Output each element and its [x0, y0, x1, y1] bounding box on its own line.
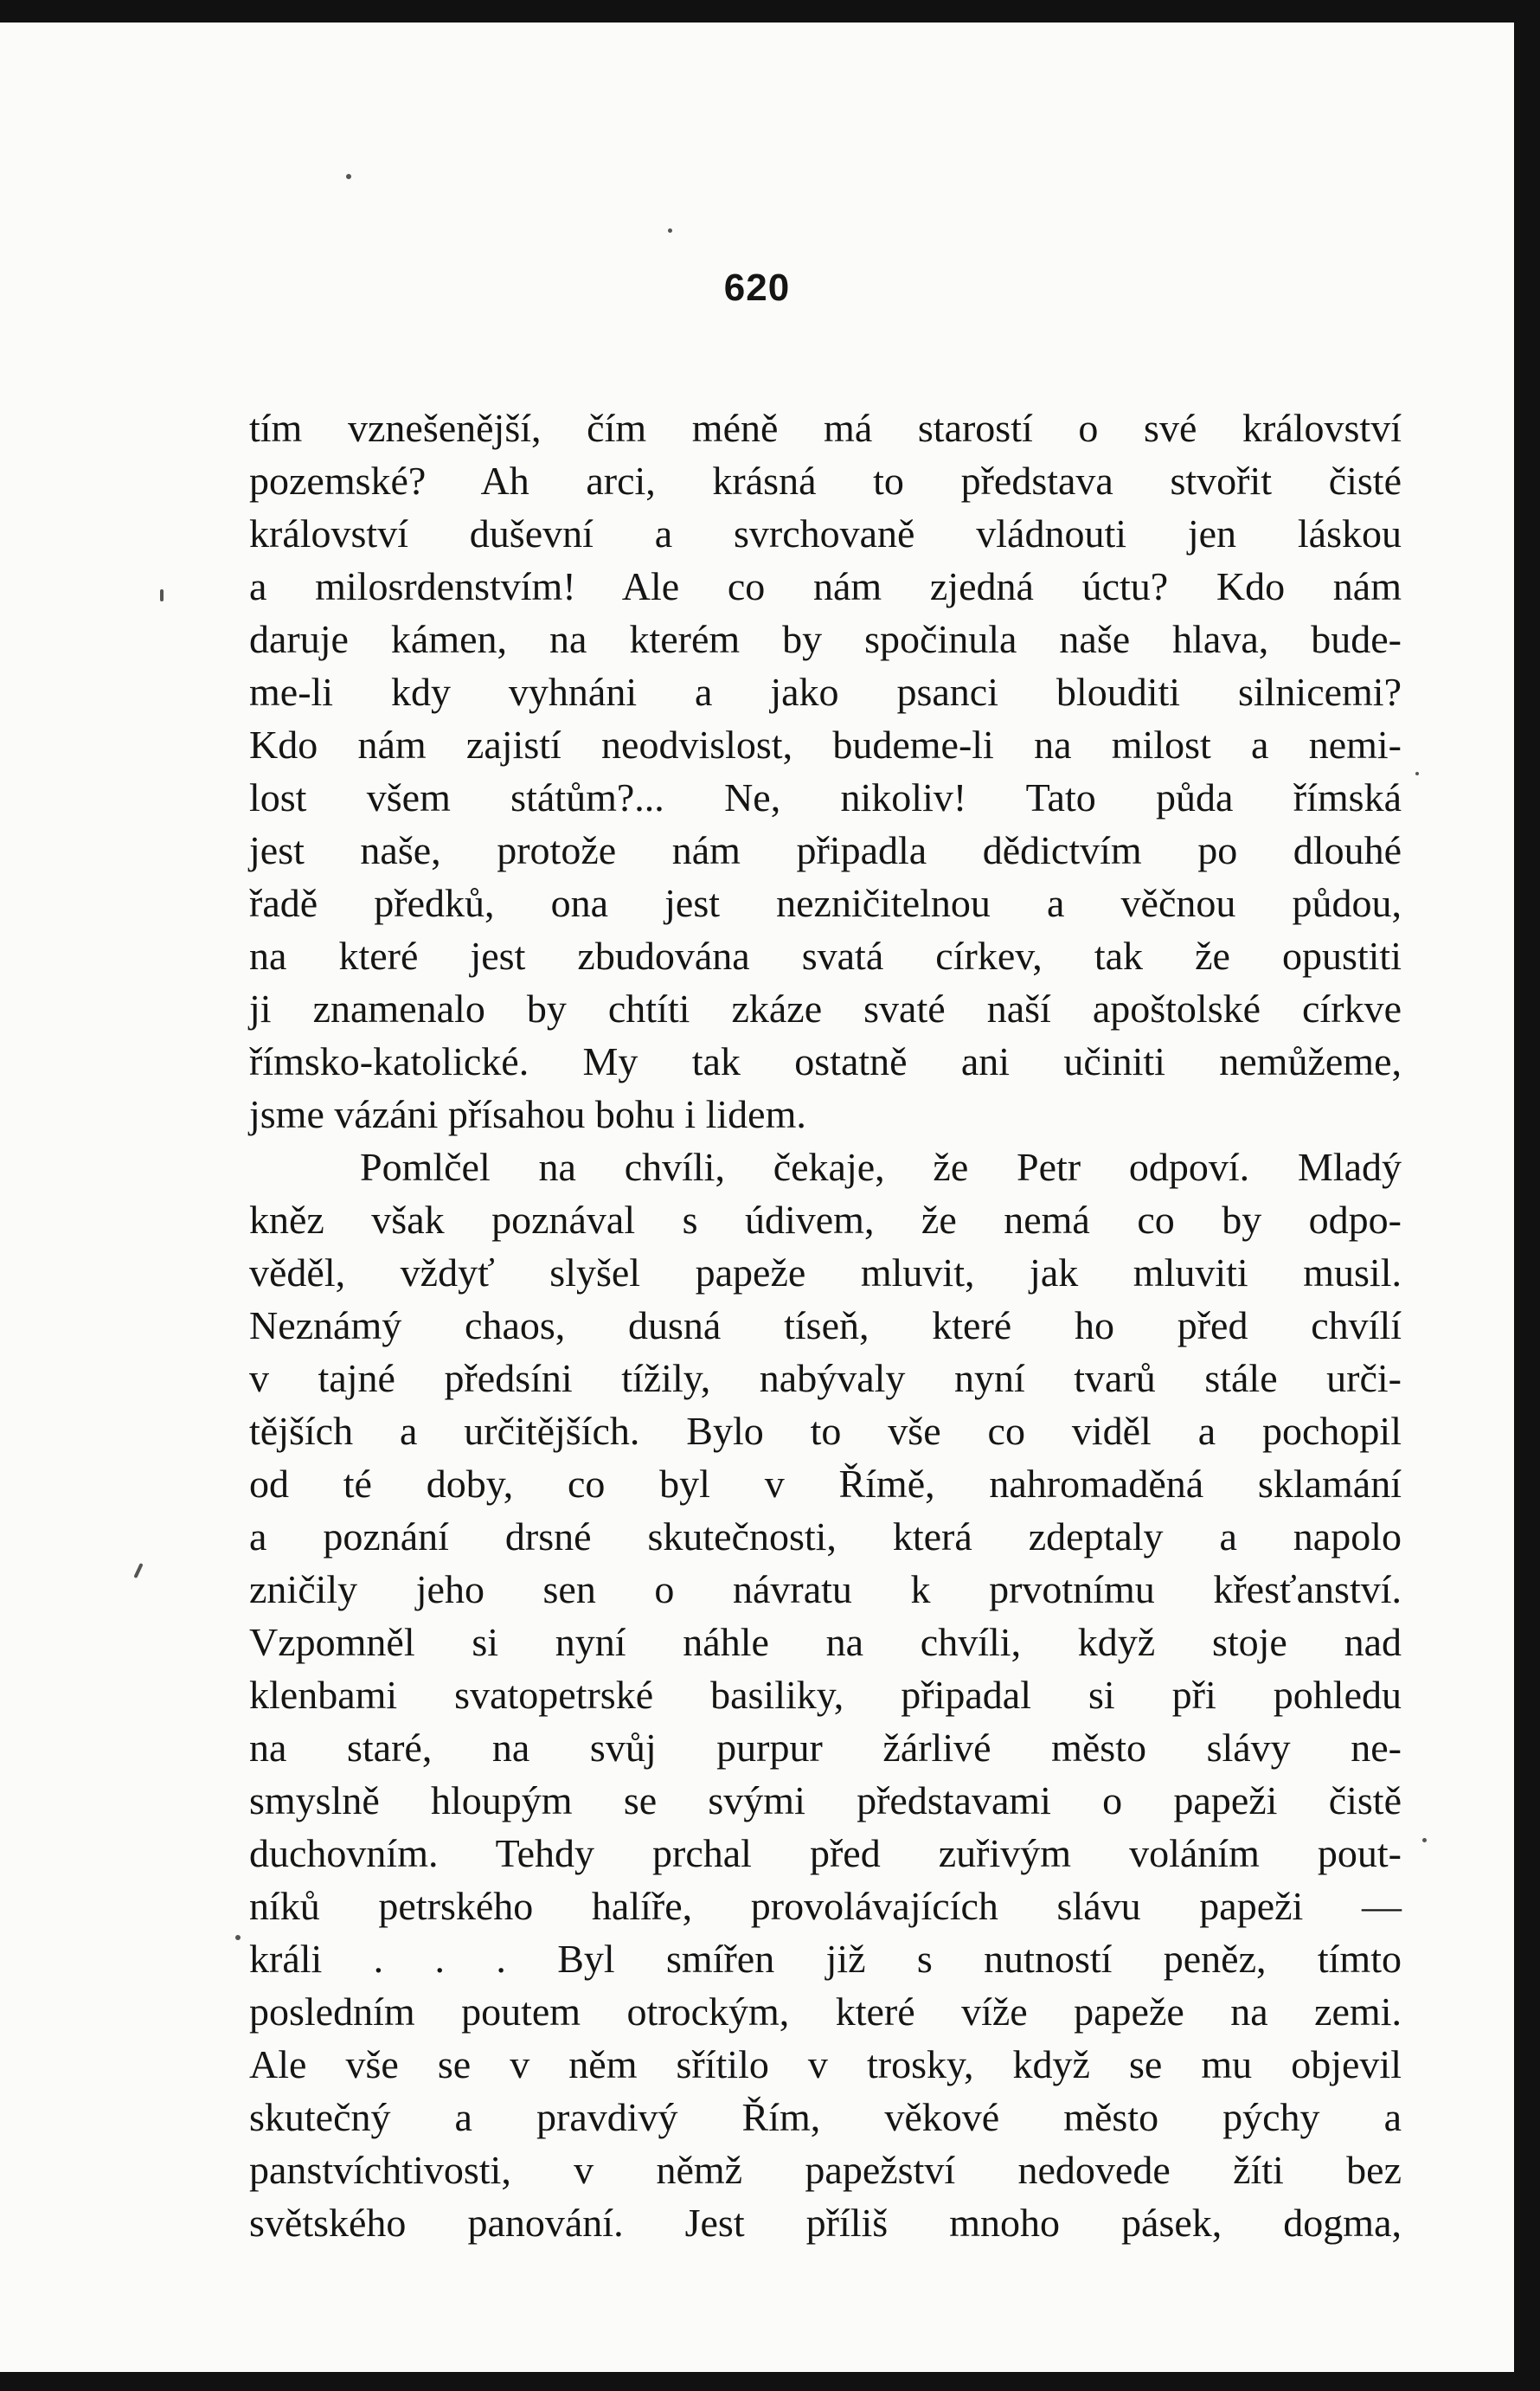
- text-line: a poznání drsné skutečnosti, která zdeptaly a napolo: [249, 1514, 1402, 1559]
- text-line: me-li kdy vyhnáni a jako psanci blouditi silnicemi?: [249, 670, 1402, 714]
- scan-speck: [1422, 1838, 1427, 1842]
- text-line: daruje kámen, na kterém by spočinula naše hlava, bude-: [249, 617, 1402, 661]
- text-line-paragraph-start: Pomlčel na chvíli, čekaje, že Petr odpoví. Mladý: [360, 1145, 1402, 1189]
- text-line: kněz však poznával s údivem, že nemá co by odpo-: [249, 1198, 1402, 1242]
- text-line: smyslně hloupým se svými představami o papeži čistě: [249, 1778, 1402, 1822]
- text-line-paragraph-end: jsme vázáni přísahou bohu i lidem.: [249, 1092, 806, 1136]
- text-line: ji znamenalo by chtíti zkáze svaté naší apoštolské církve: [249, 987, 1402, 1031]
- text-line: jest naše, protože nám připadla dědictvím po dlouhé: [249, 828, 1402, 872]
- text-line: království duševní a svrchovaně vládnouti jen láskou: [249, 511, 1402, 556]
- text-line: pozemské? Ah arci, krásná to představa stvořit čisté: [249, 459, 1402, 503]
- text-line: tím vznešenější, čím méně má starostí o své království: [249, 406, 1402, 450]
- text-line: řadě předků, ona jest nezničitelnou a věčnou půdou,: [249, 881, 1402, 925]
- text-line: klenbami svatopetrské basiliky, připadal si při pohledu: [249, 1673, 1402, 1717]
- text-line: panstvíchtivosti, v němž papežství nedovede žíti bez: [249, 2148, 1402, 2192]
- text-line: římsko-katolické. My tak ostatně ani učiniti nemůžeme,: [249, 1039, 1402, 1083]
- scan-speck: [235, 1935, 241, 1940]
- text-line: Ale vše se v něm sřítilo v trosky, když se mu objevil: [249, 2042, 1402, 2086]
- scan-speck: [1415, 772, 1419, 775]
- page-number: 620: [723, 267, 791, 309]
- text-line: od té doby, co byl v Římě, nahromaděná sklamání: [249, 1462, 1402, 1506]
- text-line: králi . . . Byl smířen již s nutností peněz, tímto: [249, 1937, 1402, 1981]
- text-line: tějších a určitějších. Bylo to vše co viděl a pochopil: [249, 1409, 1402, 1453]
- text-line: věděl, vždyť slyšel papeže mluvit, jak mluviti musil.: [249, 1250, 1402, 1295]
- text-line: Kdo nám zajistí neodvislost, budeme-li na milost a nemi-: [249, 723, 1402, 767]
- text-line: na které jest zbudována svatá církev, tak že opustiti: [249, 934, 1402, 978]
- text-line: v tajné předsíni tížily, nabývaly nyní tvarů stále urči-: [249, 1356, 1402, 1400]
- text-line: duchovním. Tehdy prchal před zuřivým voláním pout-: [249, 1831, 1402, 1875]
- text-line: skutečný a pravdivý Řím, věkové město pýchy a: [249, 2095, 1402, 2139]
- scan-speck: [133, 1563, 143, 1578]
- scan-speck: [346, 174, 351, 179]
- text-line: na staré, na svůj purpur žárlivé město slávy ne-: [249, 1726, 1402, 1770]
- text-line: lost všem státům?... Ne, nikoliv! Tato půda římská: [249, 775, 1402, 819]
- text-line: Vzpomněl si nyní náhle na chvíli, když stoje nad: [249, 1620, 1402, 1664]
- text-line: světského panování. Jest příliš mnoho pásek, dogma,: [249, 2201, 1402, 2245]
- text-line: posledním poutem otrockým, které víže papeže na zemi.: [249, 1989, 1402, 2034]
- body-text: [249, 402, 1402, 2249]
- scan-speck: [668, 228, 672, 233]
- text-line: zničily jeho sen o návratu k prvotnímu křesťanství.: [249, 1567, 1402, 1611]
- text-line: a milosrdenstvím! Ale co nám zjedná úctu? Kdo nám: [249, 564, 1402, 608]
- text-line: níků petrského halíře, provolávajících slávu papeži —: [249, 1884, 1402, 1928]
- text-line: Neznámý chaos, dusná tíseň, které ho před chvílí: [249, 1303, 1402, 1347]
- scan-speck: [160, 589, 164, 601]
